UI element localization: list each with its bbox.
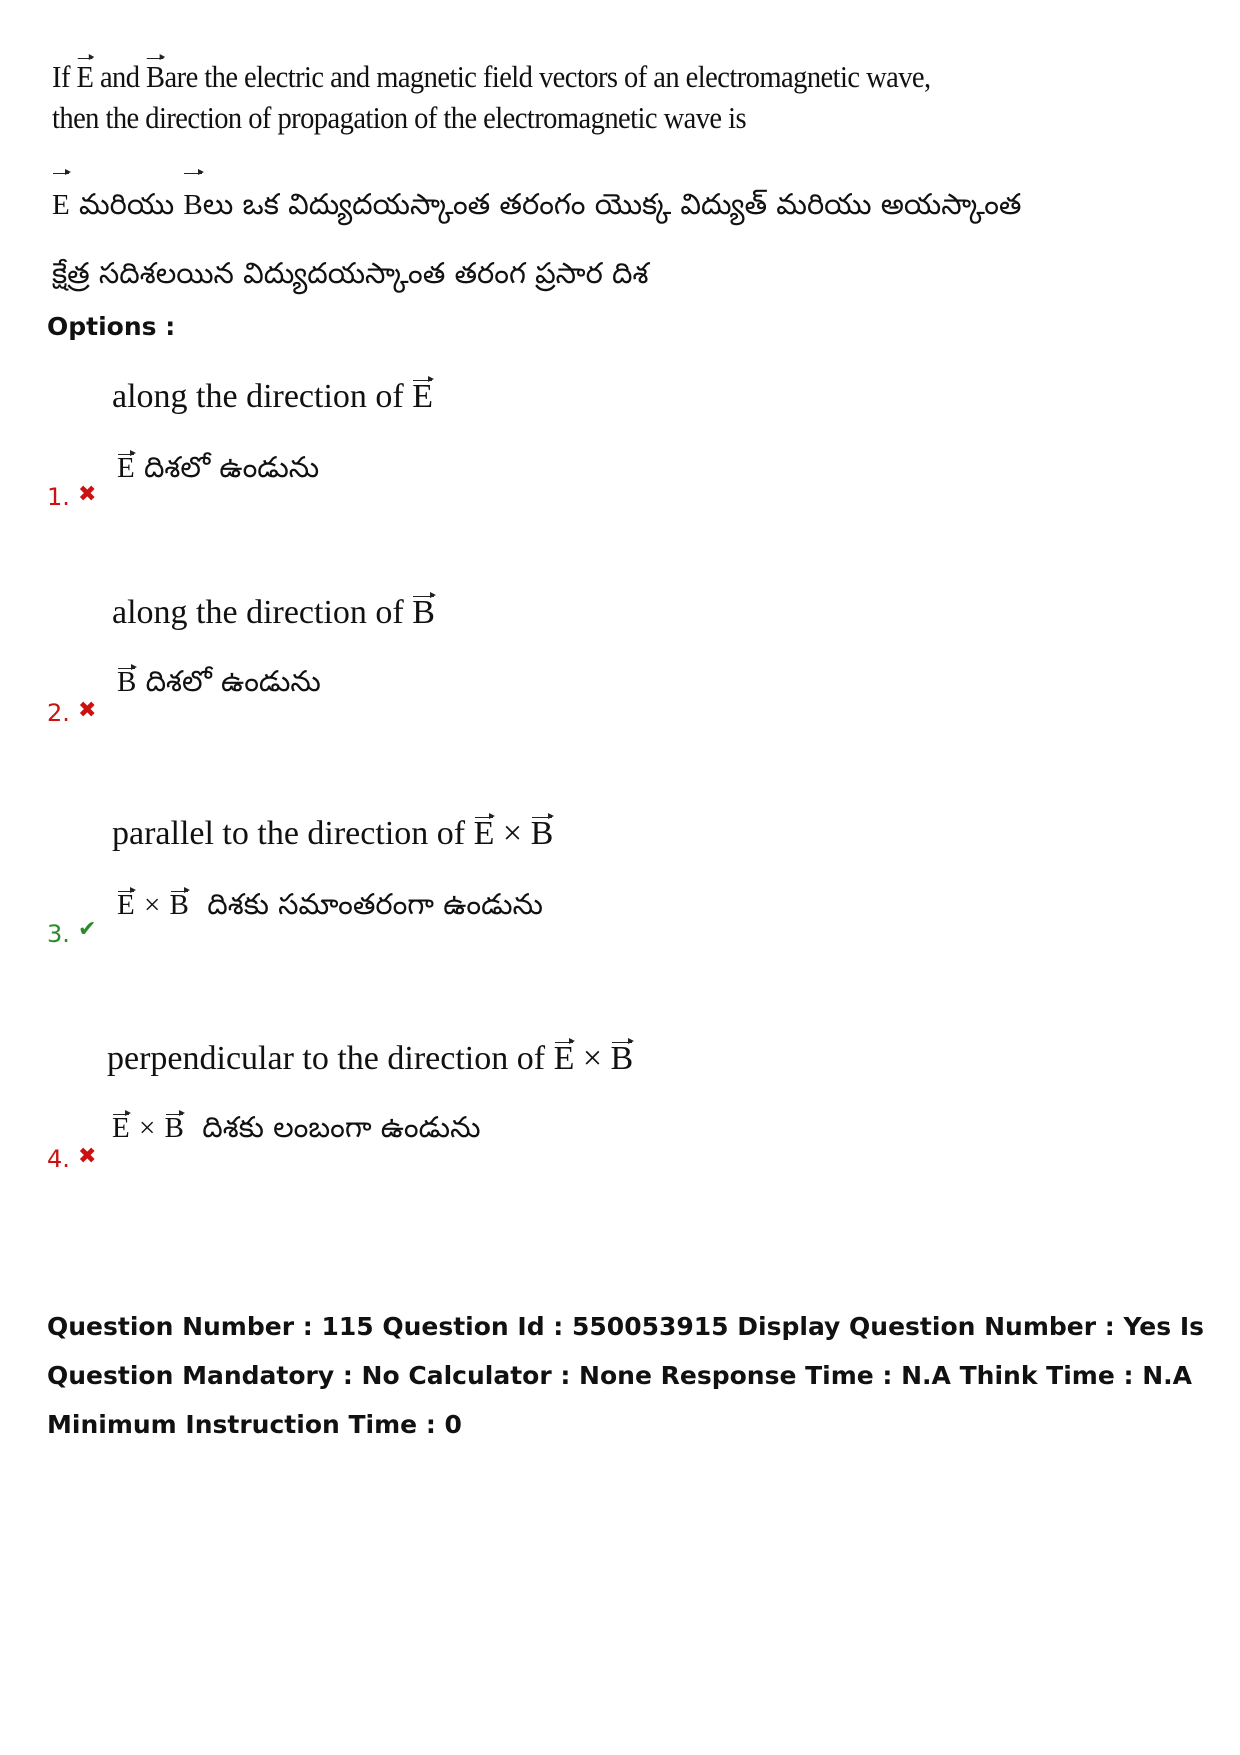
question-telugu-line1-rest: లు ఒక విద్యుదయస్కాంత తరంగం యొక్క విద్యుత్ మరియు అయస్కాంత xyxy=(202,187,1022,221)
wrong-mark-icon: ✖ xyxy=(78,698,97,723)
question-english-line2: then the direction of propagation of the electromagnetic wave is xyxy=(52,100,747,135)
option-number: 4. xyxy=(47,1145,70,1173)
option-english-text: along the direction of xyxy=(112,378,404,415)
cross-product-symbol: × xyxy=(502,815,523,852)
vector-e-symbol: E xyxy=(52,171,70,239)
vector-symbol: E xyxy=(473,815,495,852)
cross-product-symbol: × xyxy=(582,1040,603,1077)
vector-symbol: B xyxy=(164,1112,184,1144)
vector-symbol: B xyxy=(530,815,554,852)
option-english-text: perpendicular to the direction of xyxy=(107,1040,546,1077)
option-telugu xyxy=(117,887,543,929)
question-telugu xyxy=(52,170,1021,307)
option-telugu-text: దిశలో ఉండును xyxy=(145,664,321,698)
cross-product-symbol: × xyxy=(143,889,161,921)
vector-symbol: B xyxy=(610,1040,634,1077)
wrong-mark-icon: ✖ xyxy=(78,482,97,507)
wrong-mark-icon: ✖ xyxy=(78,1144,97,1169)
option-english xyxy=(112,815,553,853)
question-english-line1 xyxy=(52,56,931,97)
vector-symbol: E xyxy=(117,452,135,484)
option-telugu-text: దిశలో ఉండును xyxy=(143,450,320,484)
question-telugu-line1 xyxy=(52,170,1021,239)
option-telugu xyxy=(117,450,319,492)
vector-symbol: B xyxy=(169,889,189,921)
vector-symbol: E xyxy=(112,1112,130,1144)
option-english xyxy=(112,378,433,416)
option-english-text: parallel to the direction of xyxy=(112,815,466,852)
options-title: Options : xyxy=(47,312,176,341)
question-and-text: and xyxy=(99,59,140,94)
vector-symbol: B xyxy=(117,666,137,698)
option-number: 3. xyxy=(47,920,70,948)
question-english xyxy=(52,56,931,138)
option-english xyxy=(112,594,435,632)
vector-b-symbol: B xyxy=(146,56,164,97)
option-telugu-text: దిశకు సమాంతరంగా ఉండును xyxy=(207,887,543,921)
question-telugu-and: మరియు xyxy=(78,187,175,221)
option-telugu xyxy=(112,1110,481,1152)
question-telugu-line2: క్షేత్ర సదిశలయిన విద్యుదయస్కాంత తరంగ ప్రసార దిశ xyxy=(52,256,649,290)
cross-product-symbol: × xyxy=(138,1112,156,1144)
vector-e-symbol: E xyxy=(76,56,93,97)
vector-symbol: B xyxy=(412,594,435,631)
question-if-text: If xyxy=(52,59,70,94)
vector-b-symbol: B xyxy=(183,171,202,239)
vector-symbol: E xyxy=(117,889,135,921)
option-telugu-text: దిశకు లంబంగా ఉండును xyxy=(202,1110,481,1144)
question-line1-rest: are the electric and magnetic field vectors of an electromagnetic wave, xyxy=(164,59,931,94)
option-english-text: along the direction of xyxy=(112,594,404,631)
vector-symbol: E xyxy=(553,1040,575,1077)
option-telugu xyxy=(117,664,321,706)
check-mark-icon: ✔ xyxy=(78,917,97,942)
question-metadata: Question Number : 115 Question Id : 550053915 Display Question Number : Yes Is Question Mandatory : No Calculator : None Response Time : N.A Think Time : N.A Minimum Instruction Time : 0 xyxy=(47,1312,1205,1439)
option-number: 2. xyxy=(47,699,70,727)
vector-symbol: E xyxy=(412,378,434,415)
option-english xyxy=(107,1040,633,1078)
option-number: 1. xyxy=(47,483,70,511)
